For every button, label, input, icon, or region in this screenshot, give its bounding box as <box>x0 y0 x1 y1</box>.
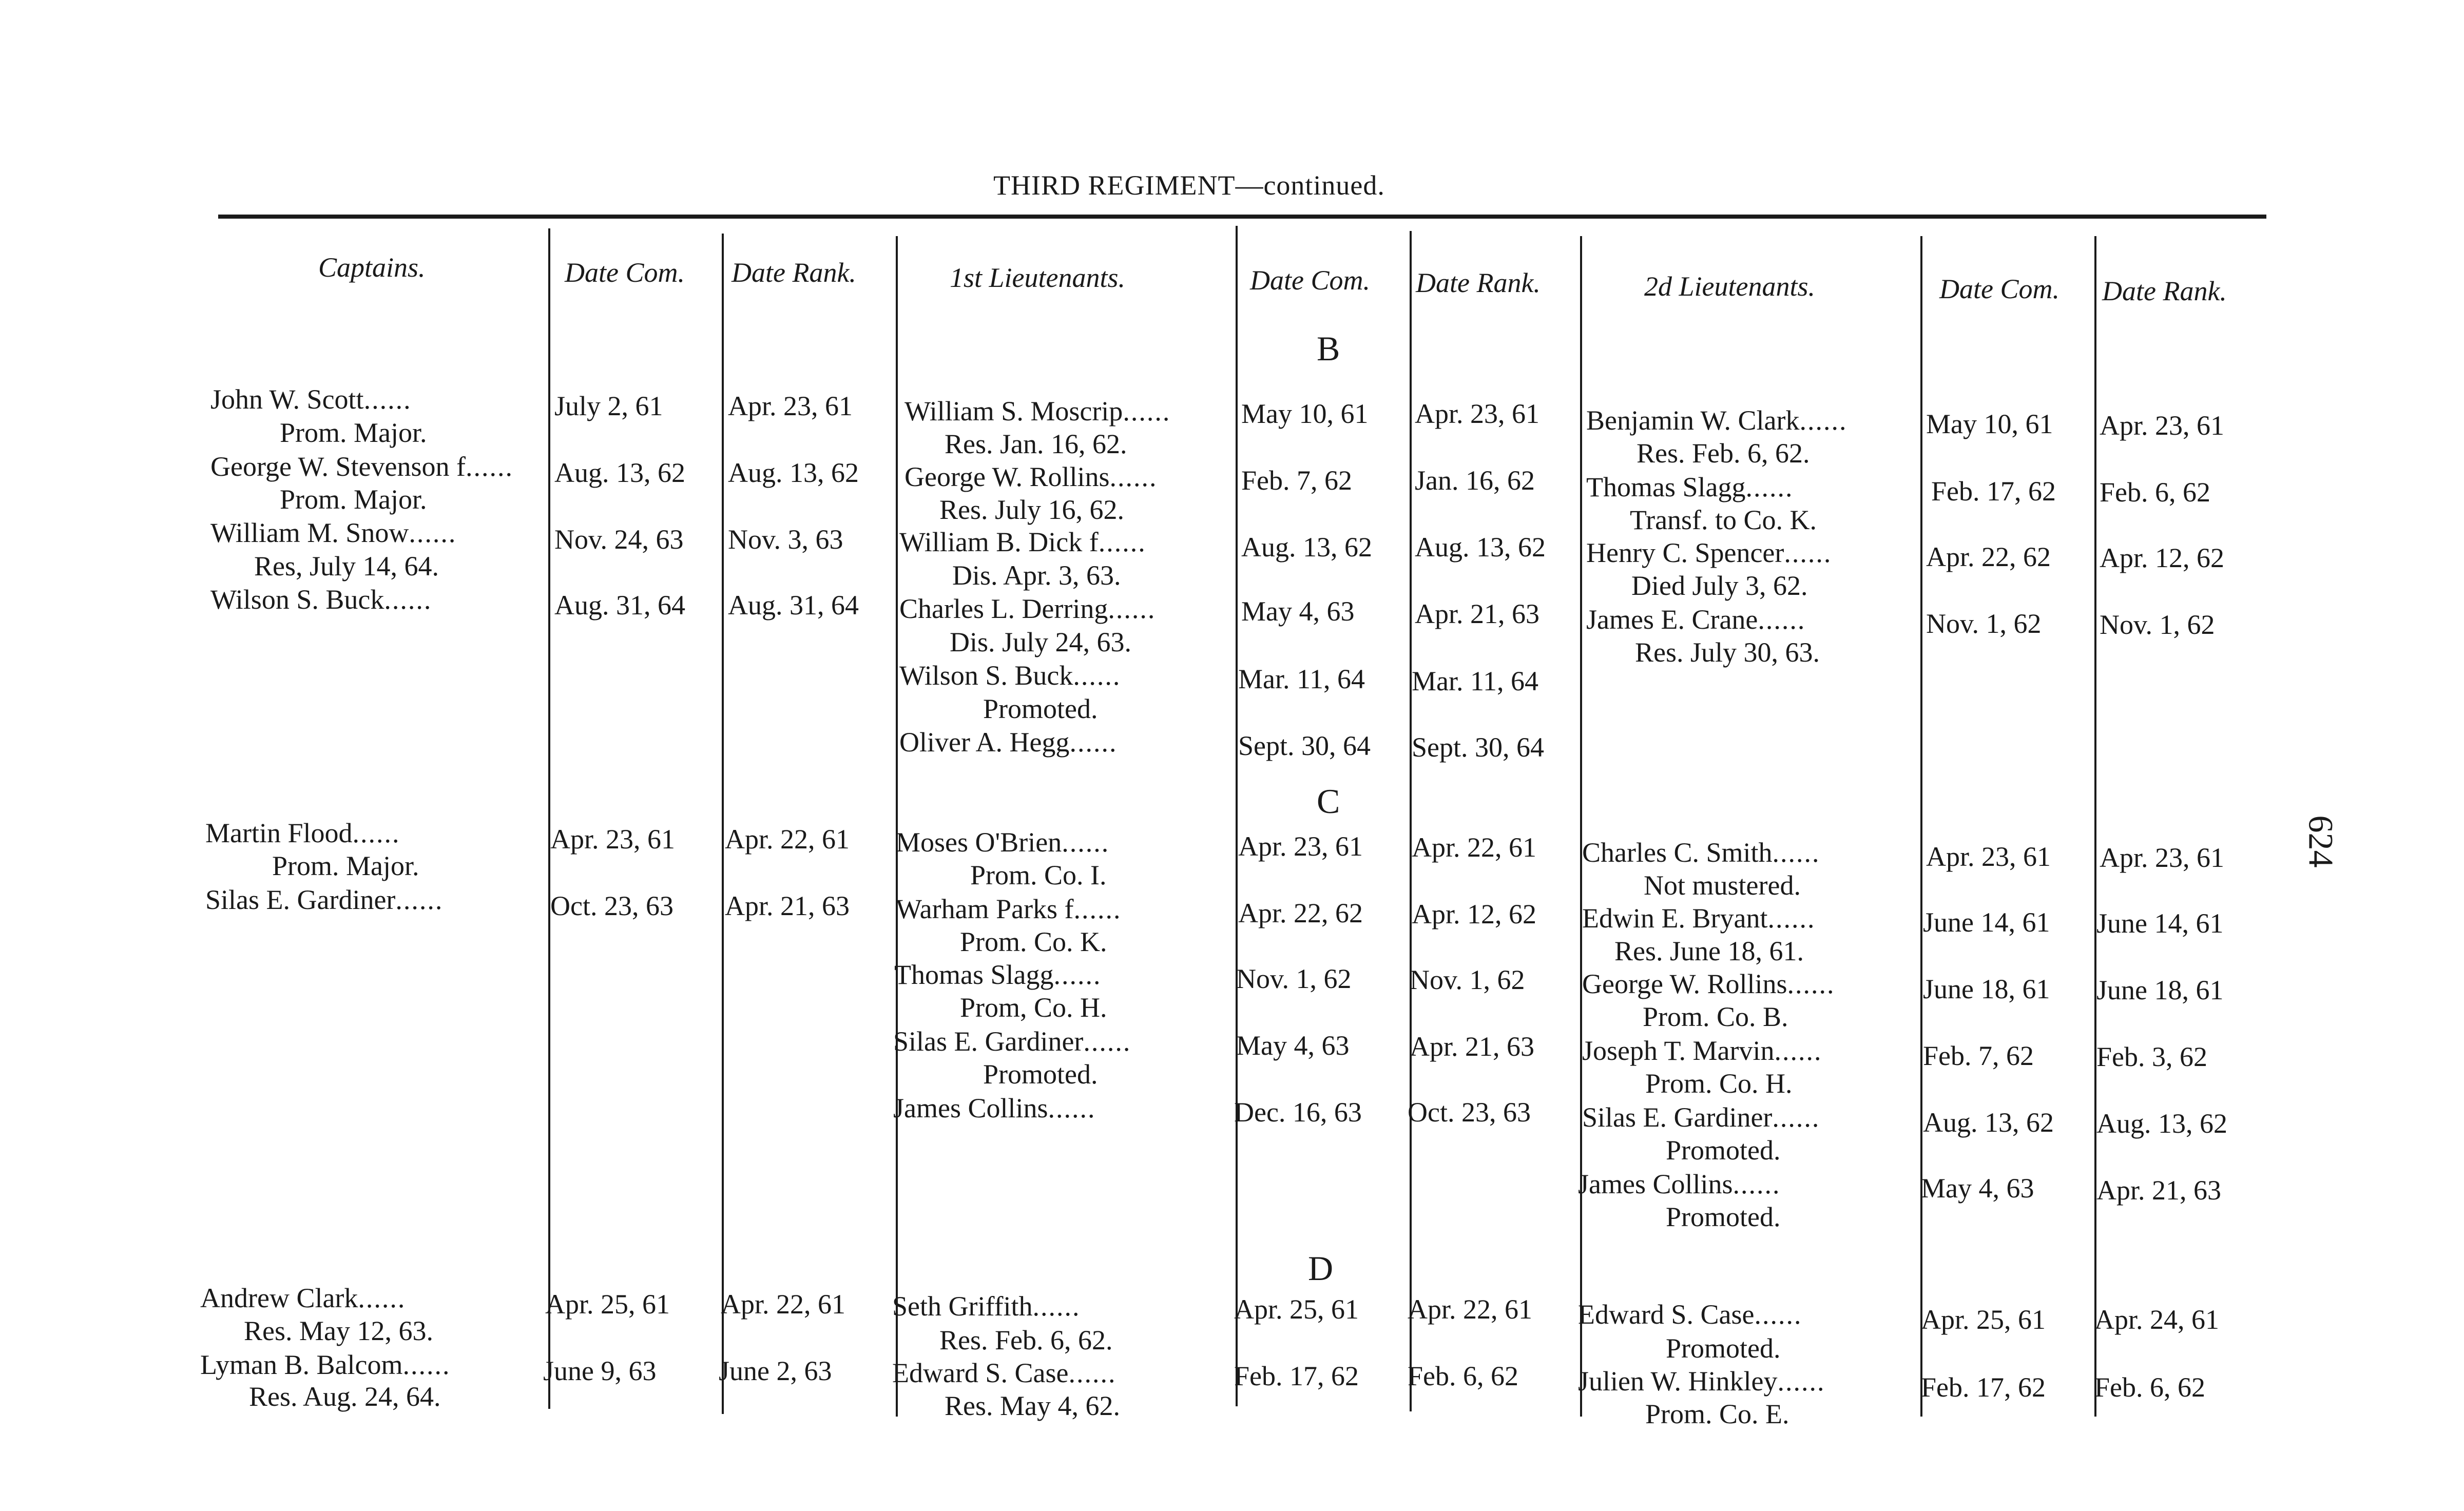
second-lieutenant-name: Benjamin W. Clark...... <box>1586 405 1847 436</box>
first-lieutenant-name: Seth Griffith...... <box>892 1291 1081 1322</box>
first-lieutenant-date-com: Apr. 22, 62 <box>1238 898 1363 928</box>
second-lieutenant-date-rank: Apr. 24, 61 <box>2094 1304 2219 1335</box>
second-lieutenant-date-rank: Feb. 6, 62 <box>2100 477 2210 508</box>
first-lieutenant-date-rank: Mar. 11, 64 <box>1412 666 1538 696</box>
second-lieutenant-date-com: Nov. 1, 62 <box>1926 608 2042 639</box>
captain-date-rank: Nov. 3, 63 <box>728 524 843 555</box>
first-lieutenant-note: Res. May 4, 62. <box>945 1390 1120 1421</box>
second-lieutenant-date-com: Apr. 22, 62 <box>1926 541 2051 572</box>
second-lieutenant-note: Prom. Co. B. <box>1643 1001 1788 1032</box>
second-lieutenant-date-com: Aug. 13, 62 <box>1923 1107 2054 1138</box>
first-lieutenant-date-rank: Oct. 23, 63 <box>1408 1097 1531 1128</box>
second-lieutenant-note: Res. Feb. 6, 62. <box>1637 438 1810 469</box>
company-heading: D <box>1308 1249 1334 1288</box>
first-lieutenant-note: Dis. July 24, 63. <box>950 627 1132 657</box>
captain-date-rank: Apr. 21, 63 <box>725 890 850 921</box>
captain-date-rank: Aug. 31, 64 <box>728 590 859 621</box>
first-lieutenant-date-rank: Nov. 1, 62 <box>1410 964 1525 995</box>
leader-dots: ...... <box>395 884 444 915</box>
captain-note: Res. Aug. 24, 64. <box>249 1381 441 1412</box>
leader-dots: ...... <box>1758 604 1806 635</box>
second-lieutenant-date-com: Apr. 25, 61 <box>1921 1304 2046 1335</box>
first-lieutenant-date-com: Mar. 11, 64 <box>1238 664 1365 694</box>
second-lieutenant-name: Joseph T. Marvin...... <box>1582 1035 1822 1066</box>
captain-date-com: July 2, 61 <box>554 391 663 421</box>
leader-dots: ...... <box>465 451 513 482</box>
second-lieutenant-date-rank: Nov. 1, 62 <box>2100 609 2215 640</box>
second-lieutenant-date-rank: Apr. 21, 63 <box>2096 1175 2221 1206</box>
leader-dots: ...... <box>1069 727 1118 758</box>
leader-dots: ...... <box>1799 405 1847 436</box>
captain-date-rank: Apr. 22, 61 <box>721 1289 845 1320</box>
first-lieutenant-name: Charles L. Derring...... <box>899 593 1156 624</box>
captain-date-com: Aug. 31, 64 <box>554 590 685 621</box>
leader-dots: ...... <box>1062 827 1110 858</box>
captain-note: Res, July 14, 64. <box>254 551 439 582</box>
column-divider <box>548 228 550 1409</box>
captain-name: George W. Stevenson f...... <box>210 451 513 482</box>
first-lieutenant-name: Silas E. Gardiner...... <box>893 1026 1131 1057</box>
captain-name: Silas E. Gardiner...... <box>205 884 444 915</box>
page-title: THIRD REGIMENT—continued. <box>993 170 1385 201</box>
captain-name: Lyman B. Balcom...... <box>200 1349 451 1380</box>
second-lieutenant-name: Edwin E. Bryant...... <box>1582 903 1816 934</box>
header-date-rank: Date Rank. <box>2102 276 2227 306</box>
captain-date-rank: Aug. 13, 62 <box>728 457 859 488</box>
header-captains: Captains. <box>318 252 426 283</box>
leader-dots: ...... <box>1098 527 1146 557</box>
first-lieutenant-note: Res. July 16, 62. <box>939 494 1125 525</box>
second-lieutenant-note: Prom. Co. H. <box>1645 1068 1793 1099</box>
first-lieutenant-date-com: Apr. 25, 61 <box>1234 1294 1359 1325</box>
header-rule <box>218 215 2266 219</box>
first-lieutenant-name: Edward S. Case...... <box>892 1358 1116 1388</box>
leader-dots: ...... <box>1732 1169 1781 1199</box>
captain-note: Prom. Major. <box>280 417 427 448</box>
header-date-rank: Date Rank. <box>732 257 856 288</box>
leader-dots: ...... <box>1053 959 1102 990</box>
leader-dots: ...... <box>1123 396 1171 427</box>
second-lieutenant-date-com: Feb. 7, 62 <box>1923 1040 2034 1071</box>
header-first-lieutenants: 1st Lieutenants. <box>950 262 1126 293</box>
first-lieutenant-date-com: May 4, 63 <box>1241 596 1355 627</box>
leader-dots: ...... <box>1073 894 1122 924</box>
second-lieutenant-note: Res. July 30, 63. <box>1635 637 1820 668</box>
second-lieutenant-date-rank: Aug. 13, 62 <box>2096 1108 2227 1139</box>
captain-date-com: Apr. 23, 61 <box>550 824 675 855</box>
first-lieutenant-note: Dis. Apr. 3, 63. <box>952 560 1121 591</box>
second-lieutenant-name: George W. Rollins...... <box>1582 968 1835 999</box>
page-number: 624 <box>2301 815 2341 868</box>
header-date-rank: Date Rank. <box>1416 267 1541 298</box>
captain-name: Martin Flood...... <box>205 818 400 848</box>
leader-dots: ...... <box>409 517 457 548</box>
first-lieutenant-note: Prom, Co. H. <box>960 992 1107 1023</box>
leader-dots: ...... <box>384 584 432 615</box>
first-lieutenant-date-com: Nov. 1, 62 <box>1236 963 1352 994</box>
leader-dots: ...... <box>1068 1358 1116 1388</box>
first-lieutenant-date-com: May 4, 63 <box>1236 1030 1350 1061</box>
captain-note: Prom. Major. <box>272 850 419 881</box>
second-lieutenant-note: Prom. Co. E. <box>1645 1399 1789 1429</box>
header-date-com: Date Com. <box>1939 274 2059 304</box>
first-lieutenant-date-rank: Apr. 22, 61 <box>1408 1294 1532 1325</box>
second-lieutenant-date-rank: June 14, 61 <box>2096 908 2224 939</box>
first-lieutenant-date-com: Dec. 16, 63 <box>1234 1097 1362 1128</box>
column-divider <box>1236 226 1238 1406</box>
second-lieutenant-note: Transf. to Co. K. <box>1630 505 1817 535</box>
column-divider <box>2094 236 2096 1417</box>
company-heading: C <box>1317 782 1340 821</box>
second-lieutenant-date-com: June 14, 61 <box>1923 907 2050 938</box>
first-lieutenant-note: Promoted. <box>983 1059 1098 1090</box>
captain-date-com: Nov. 24, 63 <box>554 524 684 555</box>
first-lieutenant-name: William S. Moscrip...... <box>904 396 1171 427</box>
first-lieutenant-note: Prom. Co. K. <box>960 926 1107 957</box>
first-lieutenant-name: Oliver A. Hegg...... <box>899 727 1118 758</box>
second-lieutenant-date-rank: Apr. 23, 61 <box>2100 410 2224 441</box>
captain-note: Prom. Major. <box>280 484 427 515</box>
first-lieutenant-date-com: Sept. 30, 64 <box>1238 730 1371 761</box>
first-lieutenant-note: Res. Feb. 6, 62. <box>939 1325 1113 1355</box>
leader-dots: ...... <box>1772 1102 1820 1133</box>
first-lieutenant-date-rank: Apr. 22, 61 <box>1412 832 1536 863</box>
leader-dots: ...... <box>1774 1035 1822 1066</box>
first-lieutenant-date-rank: Apr. 23, 61 <box>1415 398 1539 429</box>
second-lieutenant-name: Edward S. Case...... <box>1578 1299 1802 1330</box>
second-lieutenant-date-com: May 10, 61 <box>1926 409 2053 439</box>
first-lieutenant-note: Promoted. <box>983 693 1098 724</box>
captain-date-com: June 9, 63 <box>543 1355 657 1386</box>
header-date-com: Date Com. <box>1250 265 1370 296</box>
leader-dots: ...... <box>352 818 400 848</box>
second-lieutenant-name: James E. Crane...... <box>1586 604 1806 635</box>
captain-date-rank: Apr. 23, 61 <box>728 391 853 421</box>
second-lieutenant-date-com: Feb. 17, 62 <box>1921 1372 2046 1403</box>
second-lieutenant-date-rank: Feb. 3, 62 <box>2096 1041 2207 1072</box>
second-lieutenant-date-rank: Apr. 23, 61 <box>2100 842 2224 873</box>
second-lieutenant-name: Julien W. Hinkley...... <box>1578 1366 1825 1397</box>
captain-name: John W. Scott...... <box>210 384 412 415</box>
captain-date-rank: Apr. 22, 61 <box>725 824 850 855</box>
leader-dots: ...... <box>1754 1299 1802 1330</box>
leader-dots: ...... <box>1767 903 1816 934</box>
leader-dots: ...... <box>1083 1026 1131 1057</box>
first-lieutenant-date-rank: Feb. 6, 62 <box>1408 1361 1518 1391</box>
second-lieutenant-date-rank: Apr. 12, 62 <box>2100 543 2224 573</box>
first-lieutenant-name: George W. Rollins...... <box>904 461 1158 492</box>
second-lieutenant-date-com: Feb. 17, 62 <box>1931 476 2056 507</box>
leader-dots: ...... <box>363 384 412 415</box>
second-lieutenant-date-rank: June 18, 61 <box>2096 975 2224 1005</box>
column-divider <box>722 234 724 1414</box>
first-lieutenant-name: Moses O'Brien...... <box>896 827 1110 858</box>
first-lieutenant-date-com: Aug. 13, 62 <box>1241 532 1372 563</box>
header-second-lieutenants: 2d Lieutenants. <box>1644 271 1815 302</box>
second-lieutenant-name: Silas E. Gardiner...... <box>1582 1102 1820 1133</box>
captain-date-com: Oct. 23, 63 <box>550 890 673 921</box>
first-lieutenant-date-rank: Jan. 16, 62 <box>1415 465 1535 496</box>
leader-dots: ...... <box>1048 1093 1096 1123</box>
captain-name: Andrew Clark...... <box>200 1283 406 1313</box>
captain-date-com: Apr. 25, 61 <box>545 1289 670 1320</box>
column-divider <box>1410 231 1412 1411</box>
second-lieutenant-name: Charles C. Smith...... <box>1582 837 1820 868</box>
captain-date-com: Aug. 13, 62 <box>554 457 685 488</box>
leader-dots: ...... <box>1787 968 1835 999</box>
first-lieutenant-name: William B. Dick f...... <box>899 527 1146 557</box>
first-lieutenant-date-rank: Aug. 13, 62 <box>1415 532 1546 563</box>
second-lieutenant-date-com: June 18, 61 <box>1923 974 2050 1004</box>
captain-note: Res. May 12, 63. <box>244 1315 433 1346</box>
first-lieutenant-date-com: Apr. 23, 61 <box>1238 831 1363 862</box>
second-lieutenant-date-com: Apr. 23, 61 <box>1926 841 2051 872</box>
second-lieutenant-note: Promoted. <box>1666 1202 1781 1232</box>
leader-dots: ...... <box>358 1283 406 1313</box>
captain-name: William M. Snow...... <box>210 517 457 548</box>
first-lieutenant-name: Thomas Slagg...... <box>894 959 1102 990</box>
first-lieutenant-date-rank: Apr. 21, 63 <box>1410 1031 1534 1062</box>
first-lieutenant-date-rank: Apr. 21, 63 <box>1415 598 1539 629</box>
header-date-com: Date Com. <box>565 257 685 288</box>
second-lieutenant-date-rank: Feb. 6, 62 <box>2094 1372 2205 1403</box>
leader-dots: ...... <box>1073 660 1121 691</box>
first-lieutenant-date-com: Feb. 7, 62 <box>1241 465 1352 496</box>
captain-date-rank: June 2, 63 <box>719 1355 832 1386</box>
leader-dots: ...... <box>1745 472 1794 502</box>
leader-dots: ...... <box>402 1349 451 1380</box>
company-heading: B <box>1317 329 1340 368</box>
leader-dots: ...... <box>1784 537 1832 568</box>
column-divider <box>1920 236 1922 1417</box>
second-lieutenant-note: Res. June 18, 61. <box>1614 936 1804 966</box>
second-lieutenant-note: Not mustered. <box>1644 870 1801 901</box>
column-divider <box>1580 236 1582 1417</box>
first-lieutenant-date-com: May 10, 61 <box>1241 398 1369 429</box>
second-lieutenant-name: Henry C. Spencer...... <box>1586 537 1832 568</box>
leader-dots: ...... <box>1777 1366 1825 1397</box>
second-lieutenant-note: Promoted. <box>1666 1135 1781 1166</box>
first-lieutenant-note: Res. Jan. 16, 62. <box>945 429 1127 459</box>
first-lieutenant-date-rank: Apr. 12, 62 <box>1412 899 1536 929</box>
first-lieutenant-date-rank: Sept. 30, 64 <box>1412 732 1545 763</box>
first-lieutenant-name: James Collins...... <box>893 1093 1096 1123</box>
first-lieutenant-date-com: Feb. 17, 62 <box>1234 1361 1359 1391</box>
second-lieutenant-date-com: May 4, 63 <box>1921 1173 2034 1204</box>
second-lieutenant-note: Died July 3, 62. <box>1631 570 1808 601</box>
first-lieutenant-note: Prom. Co. I. <box>970 860 1107 890</box>
leader-dots: ...... <box>1772 837 1820 868</box>
second-lieutenant-note: Promoted. <box>1666 1333 1781 1364</box>
first-lieutenant-name: Wilson S. Buck...... <box>899 660 1121 691</box>
leader-dots: ...... <box>1109 461 1158 492</box>
captain-name: Wilson S. Buck...... <box>210 584 432 615</box>
leader-dots: ...... <box>1108 593 1156 624</box>
second-lieutenant-name: Thomas Slagg...... <box>1586 472 1794 502</box>
second-lieutenant-name: James Collins...... <box>1578 1169 1781 1199</box>
first-lieutenant-name: Warham Parks f...... <box>896 894 1122 924</box>
leader-dots: ...... <box>1032 1291 1081 1322</box>
